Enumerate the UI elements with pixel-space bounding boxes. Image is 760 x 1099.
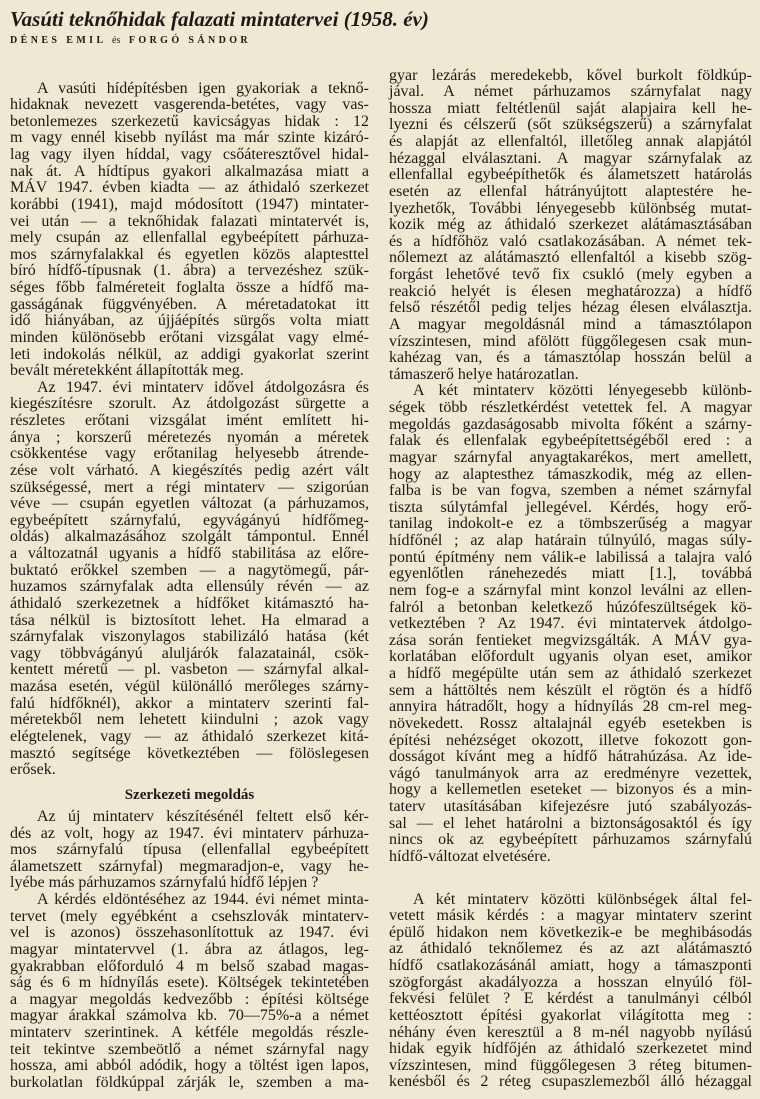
- text-line: és a hídfőhöz való csatlakozásában. A német tek-: [389, 232, 752, 250]
- author-name: DÉNES EMIL: [10, 35, 107, 46]
- paragraph: [10, 892, 369, 1092]
- paragraph: [10, 81, 369, 380]
- text-line: vetett másik kérdés : a magyar mintaterv szerint: [389, 907, 752, 925]
- text-line: zése volt várható. A kiegészítés pedig azért vált: [10, 461, 369, 479]
- text-line: ánya ; korszerű méretezés nyomán a méretek: [10, 428, 369, 446]
- text-line: A magyar megoldásnál mind a támasztólapon: [389, 315, 752, 333]
- text-line: néhány éven keresztül a 8 m-nél nagyobb nyílású: [389, 1023, 752, 1041]
- text-line: taterv utasításában kifejezésre jutó szabályozás-: [389, 798, 752, 815]
- text-line: mely csupán az ellenfallal egybeépített párhuza-: [10, 229, 369, 247]
- text-line: A vasúti hídépítésben igen gyakoriak a teknő-: [37, 79, 369, 97]
- text-line: lyezni és célszerű (sőt szükségszerű) a szárnyfalat: [389, 116, 752, 134]
- text-line: zása során fentieket megvizsgálták. A MÁV gya-: [389, 631, 752, 649]
- paragraph: [10, 380, 369, 779]
- text-line: Az új mintaterv készítésénél feltett első kér-: [37, 807, 369, 825]
- text-line: magyar szárnyfal anyagtakarékos, mert amellett,: [389, 448, 752, 466]
- text-line: hidak egyik hídfőjén az áthidaló szerkezetet mind: [389, 1040, 752, 1058]
- text-line: egyenlőtlen ránehezedés miatt [1.], továbbá: [389, 565, 752, 583]
- text-line: m vagy ennél kisebb nyílást ma már szinte kizáró-: [10, 129, 369, 147]
- text-line: magyar mintatervvel (1. ábra az átlagos, leg-: [10, 940, 369, 958]
- text-line: hézaggal elválasztani. A magyar szárnyfalak az: [389, 149, 752, 167]
- text-line: hossza miatt feltétlenül saját alapjaira kell he-: [389, 99, 752, 117]
- text-line: A két mintaterv közötti lényegesebb különb-: [413, 382, 752, 400]
- paragraph: [10, 809, 369, 892]
- text-line: növekedett. Rossz altalajnál egyéb esetekben is: [389, 714, 752, 732]
- text-line: kozik még az áthidaló szerkezet alátámasztásában: [389, 216, 752, 234]
- text-line: álametszett szárnyfal) megmaradjon-e, vagy he-: [10, 857, 369, 875]
- text-line: dosságot kívánt meg a hídfő hátrahúzása. Az ide-: [389, 748, 752, 766]
- text-line: elégtelenek, vagy — az áthidaló szerkezet kitá-: [10, 727, 369, 745]
- text-line: MÁV 1947. évben kiadta — az áthidaló szerkezet: [10, 179, 369, 197]
- text-line: séges főbb falméreteit foglalta össze a hídfő ma-: [10, 279, 369, 296]
- text-line: annyira hátradőlt, hogy a hídnyílás 28 cm-rel meg-: [389, 698, 752, 716]
- text-line: vízszintesen, mind afölött függőlegesen csak mun-: [389, 332, 752, 350]
- text-line: magyar árakkal számolva kb. 70—75%-a a német: [10, 1007, 369, 1025]
- author-conjunction: és: [112, 35, 121, 46]
- text-line: burkolatlan földkúppal zárják le, szemben a ma-: [10, 1073, 369, 1091]
- text-line: hídfő csatlakozásánál amiatt, hogy a támaszponti: [389, 957, 752, 974]
- author-line: [10, 34, 251, 48]
- text-line: pontú építmény nem válik-e labilissá a talajra való: [389, 548, 752, 566]
- text-line: kenésből és 2 réteg csupaszlemezből álló hézaggal: [389, 1073, 752, 1091]
- text-line: lyébe más párhuzamos szárnyfalú hídfő lépjen ?: [10, 874, 319, 892]
- text-line: bevált méretekként állapították meg.: [10, 362, 244, 380]
- text-line: mintaterv szerintinek. A kétféle megoldás részle-: [10, 1024, 369, 1041]
- text-line: és alapját az ellenfaltól, illetőleg annak alapjától: [389, 133, 752, 150]
- article-title: Vasúti teknőhidak falazati mintatervei (1958. év): [10, 7, 429, 31]
- text-line: a változatnál ugyanis a hídfő stabilitása az előre-: [10, 545, 369, 562]
- text-line: tása nélkül is biztosított lehet. Ha elmarad a: [10, 611, 369, 629]
- text-line: hogy a kellemetlen eseteket — bizonyos és a min-: [389, 781, 752, 799]
- text-line: bíró hídfő-típusnak (1. ábra) a tervezéshez szük-: [10, 262, 369, 280]
- text-line: vízszintesen, mind függőlegesen 3 réteg bitumen-: [389, 1056, 752, 1074]
- text-line: A két mintaterv közötti különbségek által fel-: [413, 890, 752, 908]
- text-line: lyezhetők, További lényegesebb különbség mutat-: [389, 199, 752, 217]
- text-line: oldás) alkalmazásához szolgált támpontul. Ennél: [10, 528, 369, 546]
- text-line: masztó segítsége következtében — fölöslegesen: [10, 744, 369, 762]
- author-name: FORGÓ SÁNDOR: [128, 35, 252, 46]
- text-line: kentett méretű — pl. vasbeton — szárnyfal alkal-: [10, 661, 369, 679]
- text-line: méretekből nem lehetett kiindulni ; azok vagy: [10, 711, 369, 729]
- text-line: falú hídfőknél), akkor a mintaterv szerinti fal-: [10, 694, 369, 712]
- text-line: hogy az alaptesthez támaszkodik, még az ellen-: [389, 465, 752, 483]
- left-column: [10, 81, 369, 1092]
- text-line: gyar lezárás meredekebb, kővel burkolt földkúp-: [389, 66, 752, 84]
- text-line: tervet (mely egyébként a csehszlovák mintaterv-: [10, 907, 369, 925]
- text-line: részletes erőtani vizsgálat imént említett hi-: [10, 412, 369, 429]
- text-line: dés az volt, hogy az 1947. évi mintaterv párhuza-: [10, 824, 369, 842]
- text-line: sem a háttöltés nem készült el rögtön és a hídfő: [389, 681, 752, 699]
- text-line: kahézag van, és a támasztólap hosszán belül a: [389, 349, 752, 367]
- text-line: nőlemezt az alátámasztó ellenfaltól a kisebb szög-: [389, 249, 752, 267]
- text-line: kiegészítésre szorult. Az átdolgozást sürgette a: [10, 395, 369, 413]
- text-line: szögforgást akadályozza a hosszan elnyúló föl-: [389, 973, 752, 991]
- text-line: vei után — a teknőhidak falazati mintatervét is,: [10, 212, 369, 230]
- text-line: teit tekintve szembeötlő a német szárnyfal nagy: [10, 1040, 369, 1058]
- text-line: csökkentése vagy erőtanilag helyesebb átrende-: [10, 445, 369, 463]
- text-line: tanilag indokolt-e ez a tömbszerűség a magyar: [389, 515, 752, 533]
- text-line: véve — csupán egyetlen változat (a párhuzamos,: [10, 495, 369, 513]
- text-line: építési nehézséget okozott, illetve fokozott gon-: [389, 731, 752, 749]
- text-line: betonlemezes szerkezetű kavicságyas hidak : 12: [10, 112, 369, 130]
- text-line: jával. A német párhuzamos szárnyfalat nagy: [389, 83, 752, 101]
- text-line: hídfőnél ; az alap határain túlnyúló, magas súly-: [389, 532, 752, 549]
- text-line: kettéosztott építési gyakorlat világította meg :: [389, 1006, 752, 1024]
- text-line: sal — el lehet határolni a biztonságosaktól és így: [389, 814, 752, 832]
- text-line: hidaknak nevezett vasgerenda-betétes, vagy vas-: [10, 96, 369, 114]
- text-line: ségek több részletkérdést vetettek fel. A magyar: [389, 399, 752, 416]
- paragraph: [389, 383, 752, 865]
- text-line: tiszta súlytámfal jellegével. Kérdés, hogy erő-: [389, 498, 752, 516]
- text-line: huzamos szárnyfalak adta ellensúly révén — az: [10, 578, 369, 596]
- text-line: idő hiányában, az újjáépítés sürgős volta miatt: [10, 312, 369, 330]
- text-line: reakció helyét is élesen meghatározza) a hídfő: [389, 282, 752, 300]
- text-line: leti indokolás nélkül, az addigi gyakorlat szerint: [10, 345, 369, 363]
- text-line: gyakrabban előforduló 4 m belső szabad magas-: [10, 957, 369, 975]
- text-line: támaszerő helye határozatlan.: [389, 365, 579, 383]
- text-line: falak és ellenfalak egybeépítettségéből ered : a: [389, 432, 752, 450]
- text-line: korábbi (1941), majd módosított (1947) mintater-: [10, 195, 369, 213]
- section-heading: Szerkezeti megoldás: [124, 786, 255, 803]
- paragraph: [389, 892, 752, 1092]
- text-line: nincs ok az egybeépített párhuzamos szárnyfalú: [389, 831, 752, 849]
- text-line: vetkeztében ? Az 1947. évi mintatervek átdolgo-: [389, 615, 752, 633]
- text-line: A kérdés eldöntéséhez az 1944. évi német minta-: [37, 891, 369, 908]
- text-line: mazása esetén, végül különálló merőleges szárny-: [10, 678, 369, 695]
- text-line: minden különösebb erőtani vizsgálat vagy elmé-: [10, 328, 369, 346]
- text-line: hossza, ami abból adódik, hogy a töltést igen lapos,: [10, 1057, 369, 1075]
- text-line: nak át. A hídtípus gyakori alkalmazása miatt a: [10, 162, 369, 180]
- text-line: egybeépített szárnyfalú, egyvágányú hídfőmeg-: [10, 511, 369, 529]
- text-line: szárnyfalak viszonylagos stabilizáló hatása (két: [10, 628, 369, 646]
- text-line: hídfő-változat elvetésére.: [389, 847, 551, 865]
- text-line: Az 1947. évi mintaterv idővel átdolgozásra és: [37, 378, 369, 396]
- text-line: megoldás gazdaságosabb mivolta főként a szárny-: [389, 415, 752, 433]
- text-line: esetén az ellenfal hátrányújtott alaptestére he-: [389, 182, 752, 200]
- text-line: korlatában előfordult ugyanis olyan eset, amikor: [389, 648, 752, 666]
- text-line: a magyar megoldás kedvezőbb : építési költsége: [10, 990, 369, 1008]
- text-line: falról a betonban keletkező húzófeszültségek kö-: [389, 598, 752, 616]
- right-column: [389, 68, 752, 1092]
- text-line: vagy többvágányú aluljárók falazatainál, csök-: [10, 644, 369, 662]
- text-line: áthidaló szerkezetnek a hídfőket kitámasztó ha-: [10, 594, 369, 612]
- text-line: ság és 6 m hídnyílás esete). Költségek tekintetében: [10, 974, 369, 992]
- text-line: a hídfő megépülte után sem az áthidaló szerkezet: [389, 665, 752, 682]
- text-line: vágó tanulmányok arra az eredményre vezettek,: [389, 764, 752, 782]
- text-line: forgást lehetővé tevő fix csukló (mely egyben a: [389, 266, 752, 283]
- text-line: szükségessé, mert a régi mintaterv — szigorúan: [10, 478, 369, 496]
- text-line: vel is azonos) összehasonlítottuk az 1947. évi: [10, 924, 369, 942]
- text-line: erősek.: [10, 761, 56, 779]
- text-line: falba is be van fogva, szemben a német szárnyfal: [389, 482, 752, 500]
- text-line: felső részétől pedig teljes hézag élesen elválasztja.: [389, 299, 752, 317]
- text-line: mos szárnyfalakkal és egyetlen közös alaptesttel: [10, 245, 369, 263]
- text-line: mos szárnyfalú típusa (ellenfallal egybeépített: [10, 841, 369, 859]
- text-line: buktató erőkkel szemben — a nagytömegű, pár-: [10, 561, 369, 579]
- text-line: ellenfallal egybeépíthetők és álametszett határolás: [389, 166, 752, 184]
- text-line: épülő hidakon nem következik-e be meghibásodás: [389, 923, 752, 941]
- text-line: gasságának függvényében. A méretadatokat itt: [10, 295, 369, 313]
- text-line: nem fog-e a szárnyfal mint konzol leválni az ellen-: [389, 581, 752, 599]
- text-line: az áthidaló teknőlemez és az azt alátámasztó: [389, 940, 752, 958]
- text-line: lag vagy ilyen híddal, vagy csőáteresztővel hidal-: [10, 146, 369, 163]
- text-line: fekvési felület ? E kérdést a tanulmányi célból: [389, 990, 752, 1008]
- paragraph: [389, 68, 752, 384]
